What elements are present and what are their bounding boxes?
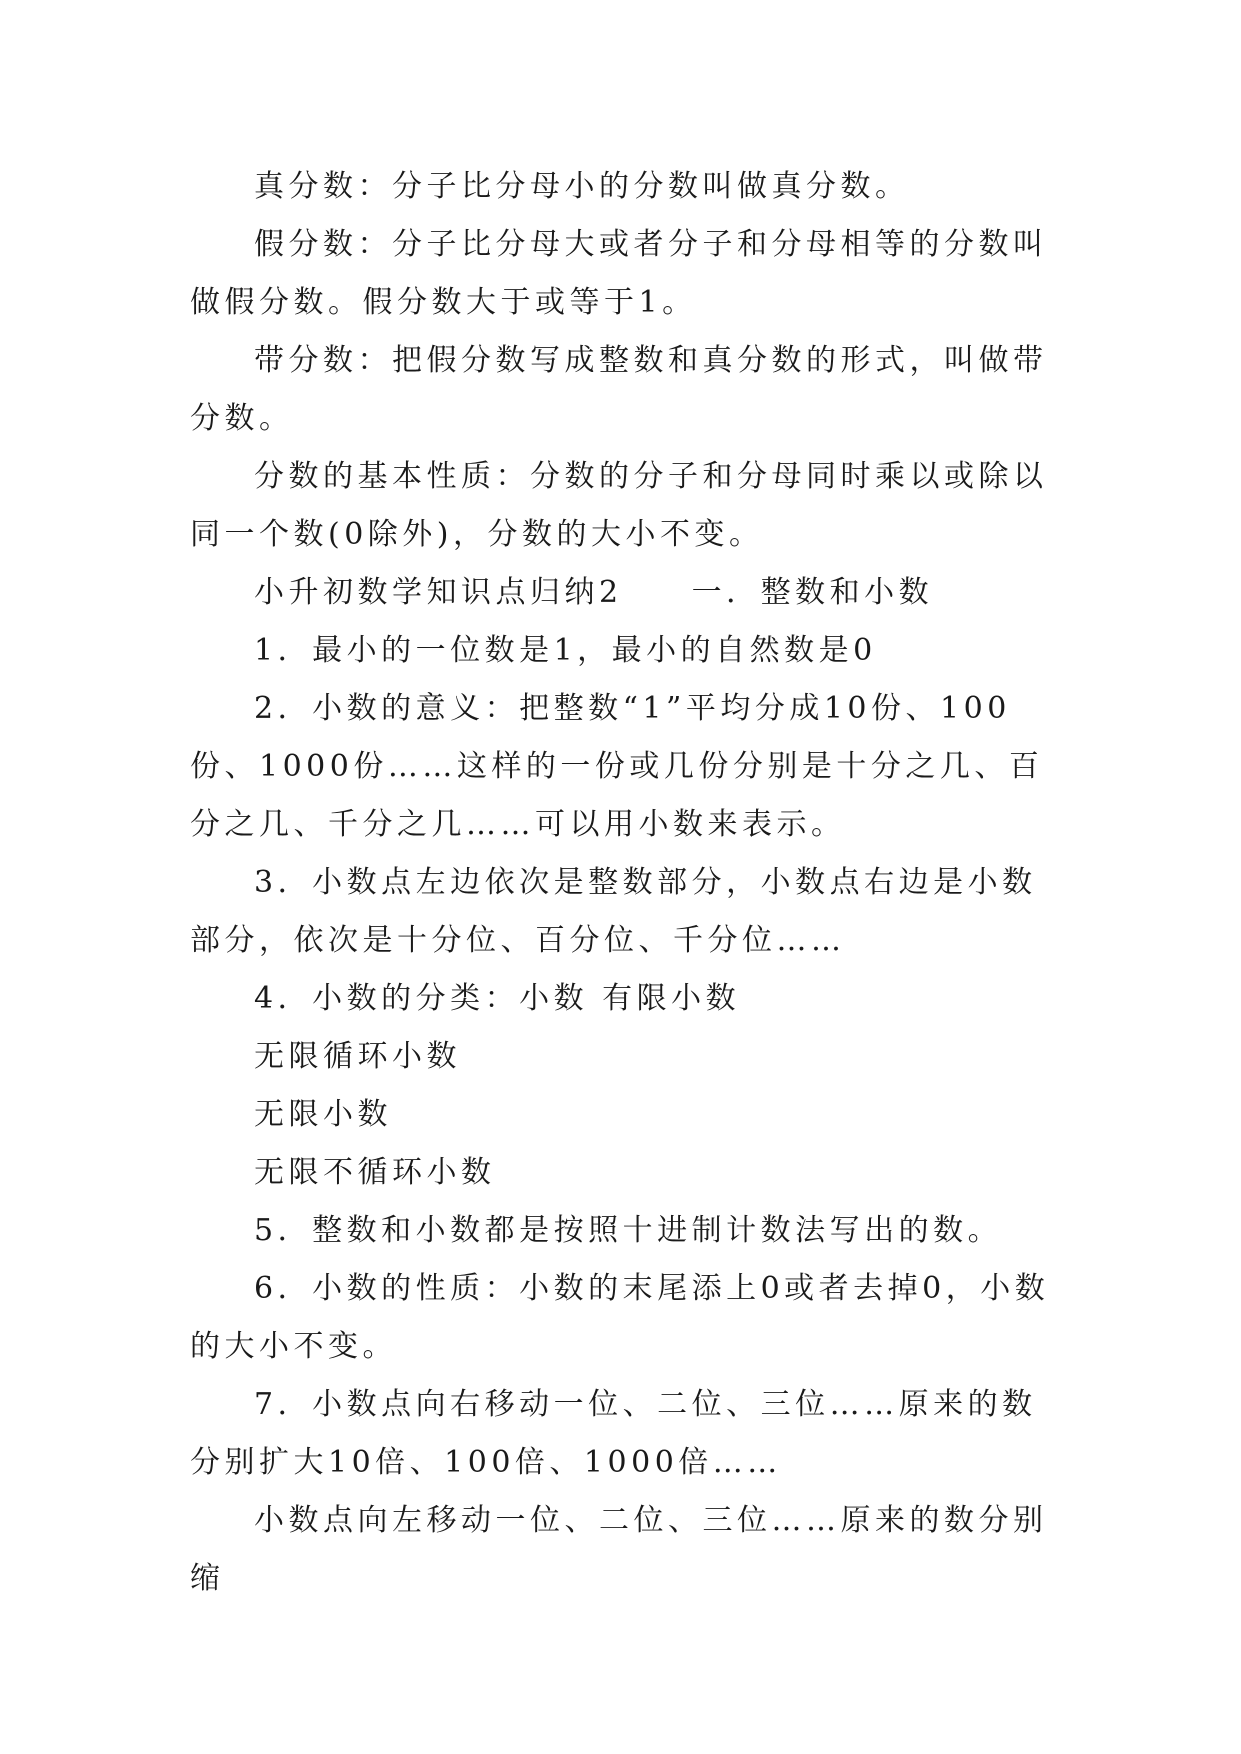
paragraph-improper-fraction: 假分数：分子比分母大或者分子和分母相等的分数叫做假分数。假分数大于或等于1。 — [190, 227, 1048, 320]
paragraph-decimal-left: 小数点向左移动一位、二位、三位……原来的数分别缩 — [190, 1503, 1048, 1596]
paragraph-mixed-number: 带分数：把假分数写成整数和真分数的形式，叫做带分数。 — [190, 343, 1048, 436]
list-item: 5．整数和小数都是按照十进制计数法写出的数。 — [254, 1213, 1003, 1248]
paragraph-fraction-property: 分数的基本性质：分数的分子和分母同时乘以或除以同一个数(0除外)，分数的大小不变。 — [190, 459, 1048, 552]
list-item: 6．小数的性质：小数的末尾添上0或者去掉0，小数的大小不变。 — [190, 1271, 1050, 1364]
paragraph-proper-fraction: 真分数：分子比分母小的分数叫做真分数。 — [254, 169, 910, 204]
list-item: 7．小数点向右移动一位、二位、三位……原来的数分别扩大10倍、100倍、1000倍…… — [190, 1387, 1037, 1480]
list-item: 1．最小的一位数是1，最小的自然数是0 — [254, 633, 877, 668]
classification-item: 无限小数 — [254, 1097, 392, 1132]
list-item: 3．小数点左边依次是整数部分，小数点右边是小数部分，依次是十分位、百分位、千分位…… — [190, 865, 1037, 958]
document-body — [190, 158, 1052, 1608]
list-item: 4．小数的分类：小数 有限小数 — [254, 981, 741, 1016]
section-heading: 小升初数学知识点归纳2 一．整数和小数 — [254, 575, 934, 610]
list-item: 2．小数的意义：把整数“1”平均分成10份、100份、1000份……这样的一份或几份分别是十分之几、百分之几、千分之几……可以用小数来表示。 — [190, 691, 1044, 842]
classification-item: 无限循环小数 — [254, 1039, 461, 1074]
classification-item: 无限不循环小数 — [254, 1155, 496, 1190]
